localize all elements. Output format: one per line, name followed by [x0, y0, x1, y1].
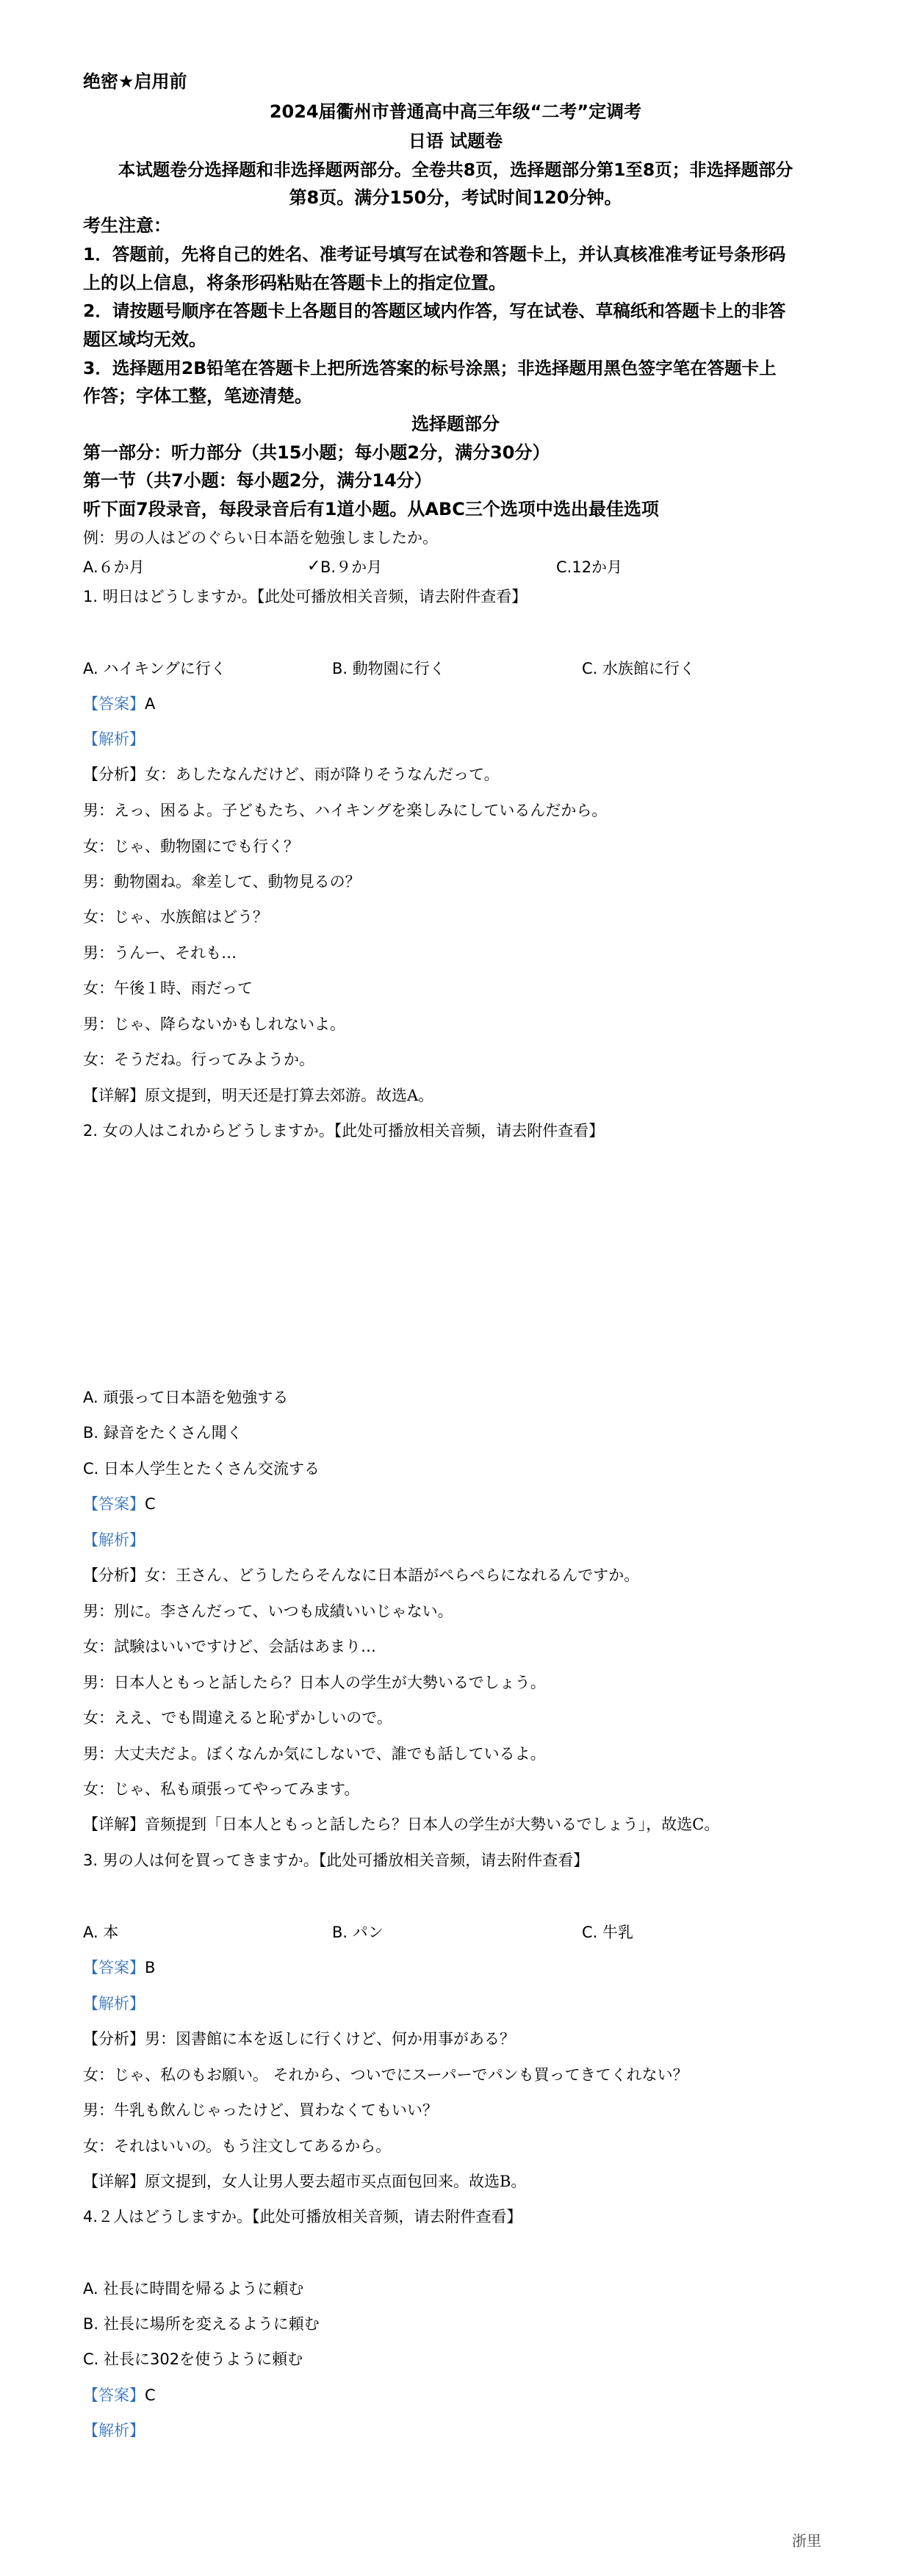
q2-detail: 【详解】音频提到「日本人ともっと話したら？日本人の学生が大勢いるでしょう」，故选C。 — [83, 1816, 720, 1833]
section-1-heading: 第一节（共7小题：每小题2分，满分14分） — [83, 470, 432, 491]
check-icon: ✓ — [307, 557, 321, 575]
q2-option-b: B. 録音をたくさん聞く — [83, 1424, 242, 1442]
answer-tag: 【答案】 — [83, 1959, 145, 1976]
example-option-c: C.12か月 — [556, 558, 623, 576]
q1-analysis-tag: 【解析】 — [83, 730, 145, 748]
q3-analysis-tag: 【解析】 — [83, 1995, 145, 2012]
q1-dialogue-line: 男：じゃ、降らないかもしれないよ。 — [83, 1015, 345, 1033]
answer-tag: 【答案】 — [83, 1495, 145, 1513]
q4-analysis-tag: 【解析】 — [83, 2422, 145, 2439]
q2-answer — [83, 1495, 156, 1513]
detail-label: 【详解】 — [83, 1816, 145, 1833]
note-3a: 3．选择题用2B铅笔在答题卡上把所选答案的标号涂黑；非选择题用黑色签字笔在答题卡上 — [83, 358, 777, 378]
q1-dialogue-line: 女：そうだね。行ってみようか。 — [83, 1051, 314, 1068]
q2-dialogue-line: 【分析】女：王さん、どうしたらそんなに日本語がぺらぺらになれるんですか。 — [83, 1566, 640, 1584]
q1-dialogue-line: 【分析】女：あしたなんだけど、雨が降りそうなんだって。 — [83, 766, 500, 783]
q2-option-a: A. 頑張って日本語を勉強する — [83, 1389, 289, 1406]
answer-value: B — [145, 1959, 156, 1976]
q2-option-c: C. 日本人学生とたくさん交流する — [83, 1460, 320, 1478]
confidential-label: 绝密★启用前 — [83, 71, 187, 92]
q3-dialogue-line: 女：じゃ、私のもお願い。 それから、ついでにスーパーでパンも買ってきてくれない？ — [83, 2066, 688, 2084]
q4-option-b: B. 社長に場所を変えるように頼む — [83, 2315, 320, 2333]
q2-analysis-tag: 【解析】 — [83, 1531, 145, 1549]
q1-dialogue-line: 女：午後１時、雨だって — [83, 979, 253, 997]
intro-line-2: 第8页。满分150分，考试时间120分钟。 — [289, 187, 622, 208]
exam-title: 2024届衢州市普通高中高三年级“二考”定调考 — [269, 101, 642, 122]
detail-label: 【详解】 — [83, 1087, 145, 1104]
detail-label: 【详解】 — [83, 2173, 145, 2190]
q3-option-a: A. 本 — [83, 1924, 119, 1941]
q2-dialogue-line: 女：じゃ、私も頑張ってやってみます。 — [83, 1780, 360, 1798]
q2-dialogue-line: 男：別に。李さんだって、いつも成績いいじゃない。 — [83, 1602, 453, 1620]
q3-answer — [83, 1959, 155, 1976]
q1-dialogue-line: 女：じゃ、水族館はどう？ — [83, 908, 268, 926]
exam-subtitle: 日语 试题卷 — [408, 131, 503, 151]
note-1b: 上的以上信息，将条形码粘贴在答题卡上的指定位置。 — [83, 273, 506, 293]
q3-question: 3. 男の人は何を買ってきますか。【此处可播放相关音频，请去附件查看】 — [83, 1852, 589, 1869]
q2-dialogue-line: 男：大丈夫だよ。ぼくなんか気にしないで、誰でも話しているよ。 — [83, 1745, 546, 1763]
q1-dialogue-line: 女：じゃ、動物園にでも行く？ — [83, 838, 299, 855]
q4-answer — [83, 2386, 156, 2404]
q1-option-b: B. 動物園に行く — [332, 660, 445, 677]
answer-value: A — [145, 695, 156, 713]
q1-answer — [83, 695, 155, 713]
note-2a: 2．请按题号顺序在答题卡上各题目的答题区域内作答，写在试卷、草稿纸和答题卡上的非答 — [83, 301, 786, 321]
q1-dialogue-line: 男：うんー、それも… — [83, 944, 237, 962]
intro-line-1: 本试题卷分选择题和非选择题两部分。全卷共8页，选择题部分第1至8页；非选择题部分 — [118, 159, 793, 180]
q3-option-b: B. パン — [332, 1924, 384, 1941]
note-1a: 1．答题前，先将自己的姓名、准考证号填写在试卷和答题卡上，并认真核准准考证号条形码 — [83, 244, 786, 265]
q2-dialogue-line: 男：日本人ともっと話したら？日本人の学生が大勢いるでしょう。 — [83, 1674, 546, 1691]
analysis-label: 【分析】 — [83, 2030, 145, 2048]
example-option-a: A.６か月 — [83, 558, 145, 576]
q1-detail: 【详解】原文提到，明天还是打算去郊游。故选A。 — [83, 1087, 434, 1104]
example-option-b: B.９か月 — [320, 558, 383, 576]
answer-tag: 【答案】 — [83, 695, 145, 713]
footer-mark: 浙里 — [792, 2532, 821, 2550]
section-instructions: 听下面7段录音，每段录音后有1道小题。从ABC三个选项中选出最佳选项 — [83, 499, 659, 519]
answer-tag: 【答案】 — [83, 2386, 145, 2404]
q3-option-c: C. 牛乳 — [582, 1924, 634, 1941]
q2-dialogue-line: 女：ええ、でも間違えると恥ずかしいので。 — [83, 1709, 392, 1727]
q3-dialogue-line: 【分析】男：図書館に本を返しに行くけど、何か用事がある？ — [83, 2030, 515, 2048]
q1-question: 1. 明日はどうしますか。【此处可播放相关音频，请去附件查看】 — [83, 588, 527, 605]
q1-option-c: C. 水族館に行く — [582, 660, 696, 677]
q1-option-a: A. ハイキングに行く — [83, 660, 226, 677]
answer-value: C — [145, 1495, 156, 1513]
section-title: 选择题部分 — [411, 414, 500, 434]
q1-dialogue-line: 男：動物園ね。傘差して、動物見るの？ — [83, 873, 361, 891]
analysis-label: 【分析】 — [83, 766, 145, 783]
q1-dialogue-line: 男：えっ、困るよ。子どもたち、ハイキングを楽しみにしているんだから。 — [83, 802, 608, 819]
note-3b: 作答；字体工整，笔迹清楚。 — [83, 386, 312, 406]
q3-dialogue-line: 男：牛乳も飲んじゃったけど、買わなくてもいい？ — [83, 2101, 438, 2119]
note-2b: 题区域均无效。 — [83, 329, 206, 350]
analysis-label: 【分析】 — [83, 1566, 145, 1584]
example-question: 例：男の人はどのぐらい日本語を勉強しましたか。 — [83, 529, 438, 547]
notes-heading: 考生注意： — [83, 215, 171, 236]
q2-question: 2. 女の人はこれからどうしますか。【此处可播放相关音频，请去附件查看】 — [83, 1122, 605, 1140]
q4-option-a: A. 社長に時間を帰るように頼む — [83, 2280, 304, 2298]
q4-option-c: C. 社長に302を使うように頼む — [83, 2350, 303, 2368]
answer-value: C — [145, 2386, 156, 2404]
part-1-heading: 第一部分：听力部分（共15小题；每小题2分，满分30分） — [83, 442, 550, 463]
q4-question: 4.２人はどうしますか。【此处可播放相关音频，请去附件查看】 — [83, 2208, 522, 2226]
q3-dialogue-line: 女：それはいいの。もう注文してあるから。 — [83, 2137, 392, 2155]
q2-dialogue-line: 女：試験はいいですけど、会話はあまり… — [83, 1638, 376, 1655]
q3-detail: 【详解】原文提到，女人让男人要去超市买点面包回来。故选B。 — [83, 2173, 527, 2190]
